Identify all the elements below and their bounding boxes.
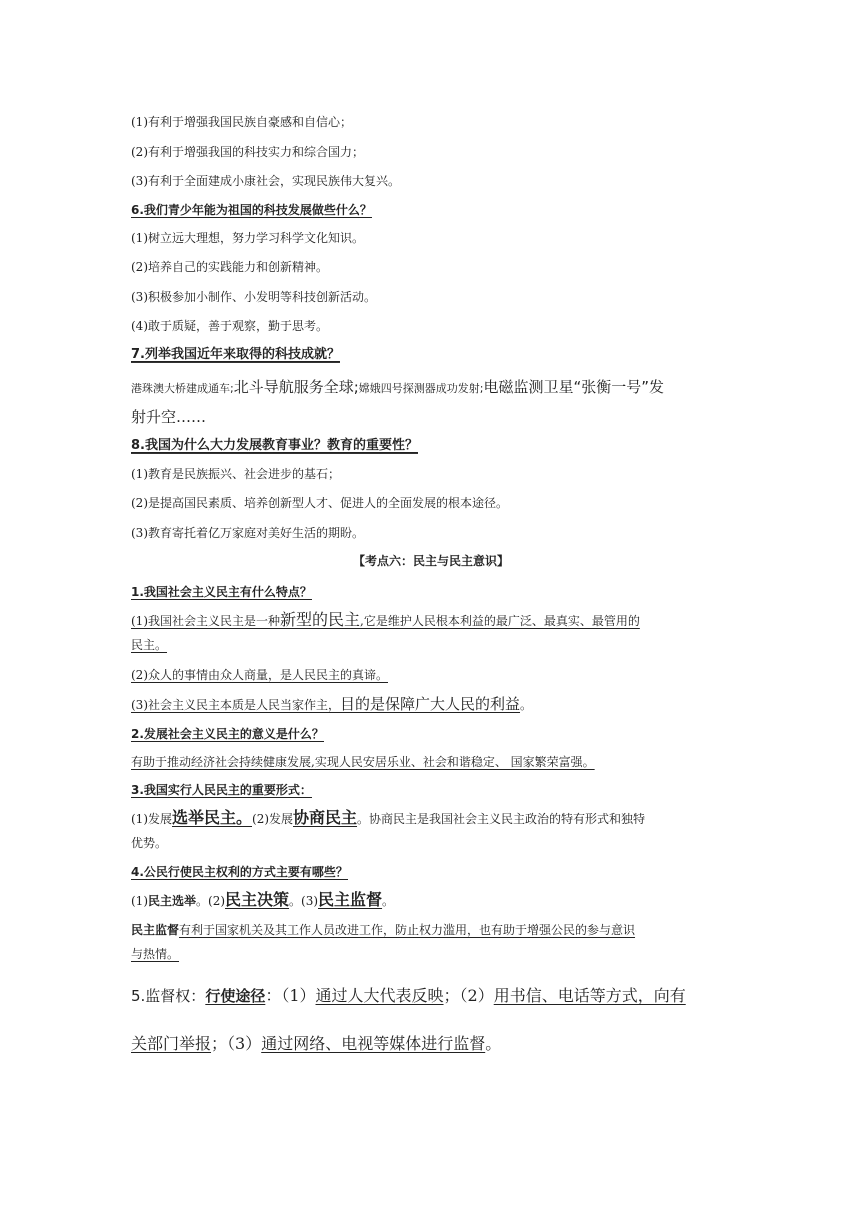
- answer-line: (3)教育寄托着亿万家庭对美好生活的期盼。: [131, 525, 364, 540]
- answer-line: 与热情。: [131, 947, 180, 961]
- answer-line: (3)积极参加小制作、小发明等科技创新活动。: [131, 289, 376, 304]
- question-heading: 7.列举我国近年来取得的科技成就？: [131, 346, 340, 362]
- answer-line: (1)发展选举民主。(2)发展协商民主。协商民主是我国社会主义民主政治的特有形式和独特: [131, 808, 646, 827]
- answer-line: 优势。: [131, 836, 168, 850]
- question-heading: 6.我们青少年能为祖国的科技发展做些什么？: [131, 202, 372, 217]
- answer-line: (1)有利于增强我国民族自豪感和自信心；: [131, 115, 352, 129]
- question-heading: 1.我国社会主义民主有什么特点？: [131, 585, 312, 599]
- answer-line: 民主监督有利于国家机关及其工作人员改进工作，防止权力滥用，也有助于增强公民的参与意识: [131, 923, 636, 937]
- answer-line: (2)是提高国民素质、培养创新型人才、促进人的全面发展的根本途径。: [131, 496, 509, 510]
- section-title: 【考点六：民主与民主意识】: [352, 554, 509, 568]
- answer-line: (2)培养自己的实践能力和创新精神。: [131, 260, 328, 274]
- question-heading: 3.我国实行人民民主的重要形式：: [131, 783, 312, 797]
- answer-line: (3)社会主义民主本质是人民当家作主，目的是保障广大人民的利益。: [131, 695, 533, 713]
- question-heading: 2.发展社会主义民主的意义是什么？: [131, 726, 324, 741]
- answer-line: (3)有利于全面建成小康社会，实现民族伟大复兴。: [131, 174, 400, 188]
- answer-line: (2)有利于增强我国的科技实力和综合国力；: [131, 144, 364, 159]
- document-body: [131, 112, 731, 1075]
- answer-line: (1)树立远大理想，努力学习科学文化知识。: [131, 230, 364, 245]
- answer-line: 射升空……: [131, 407, 207, 426]
- answer-line: (1)教育是民族振兴、社会进步的基石；: [131, 466, 340, 481]
- answer-line: 港珠澳大桥建成通车;北斗导航服务全球;嫦娥四号探测器成功发射;电磁监测卫星“张衡一号”发: [131, 377, 665, 396]
- answer-line: (4)敢于质疑，善于观察，勤于思考。: [131, 319, 328, 333]
- answer-line: (1)我国社会主义民主是一种新型的民主,它是维护人民根本利益的最广泛、最真实、最管用的: [131, 610, 640, 629]
- question-heading: 4.公民行使民主权利的方式主要有哪些？: [131, 864, 348, 879]
- answer-line: 有助于推动经济社会持续健康发展,实现人民安居乐业、社会和谐稳定、 国家繁荣富强。: [131, 754, 595, 769]
- question-heading: 8.我国为什么大力发展教育事业？教育的重要性？: [131, 437, 418, 453]
- answer-line: (1)民主选举。(2)民主决策。(3)民主监督。: [131, 889, 395, 909]
- answer-line: (2)众人的事情由众人商量，是人民民主的真谛。: [131, 667, 388, 682]
- answer-line: 民主。: [131, 638, 168, 652]
- answer-line: 5.监督权：行使途径：（1）通过人大代表反映；（2）用书信、电话等方式，向有: [131, 985, 686, 1005]
- answer-line: 关部门举报；（3）通过网络、电视等媒体进行监督。: [131, 1033, 502, 1053]
